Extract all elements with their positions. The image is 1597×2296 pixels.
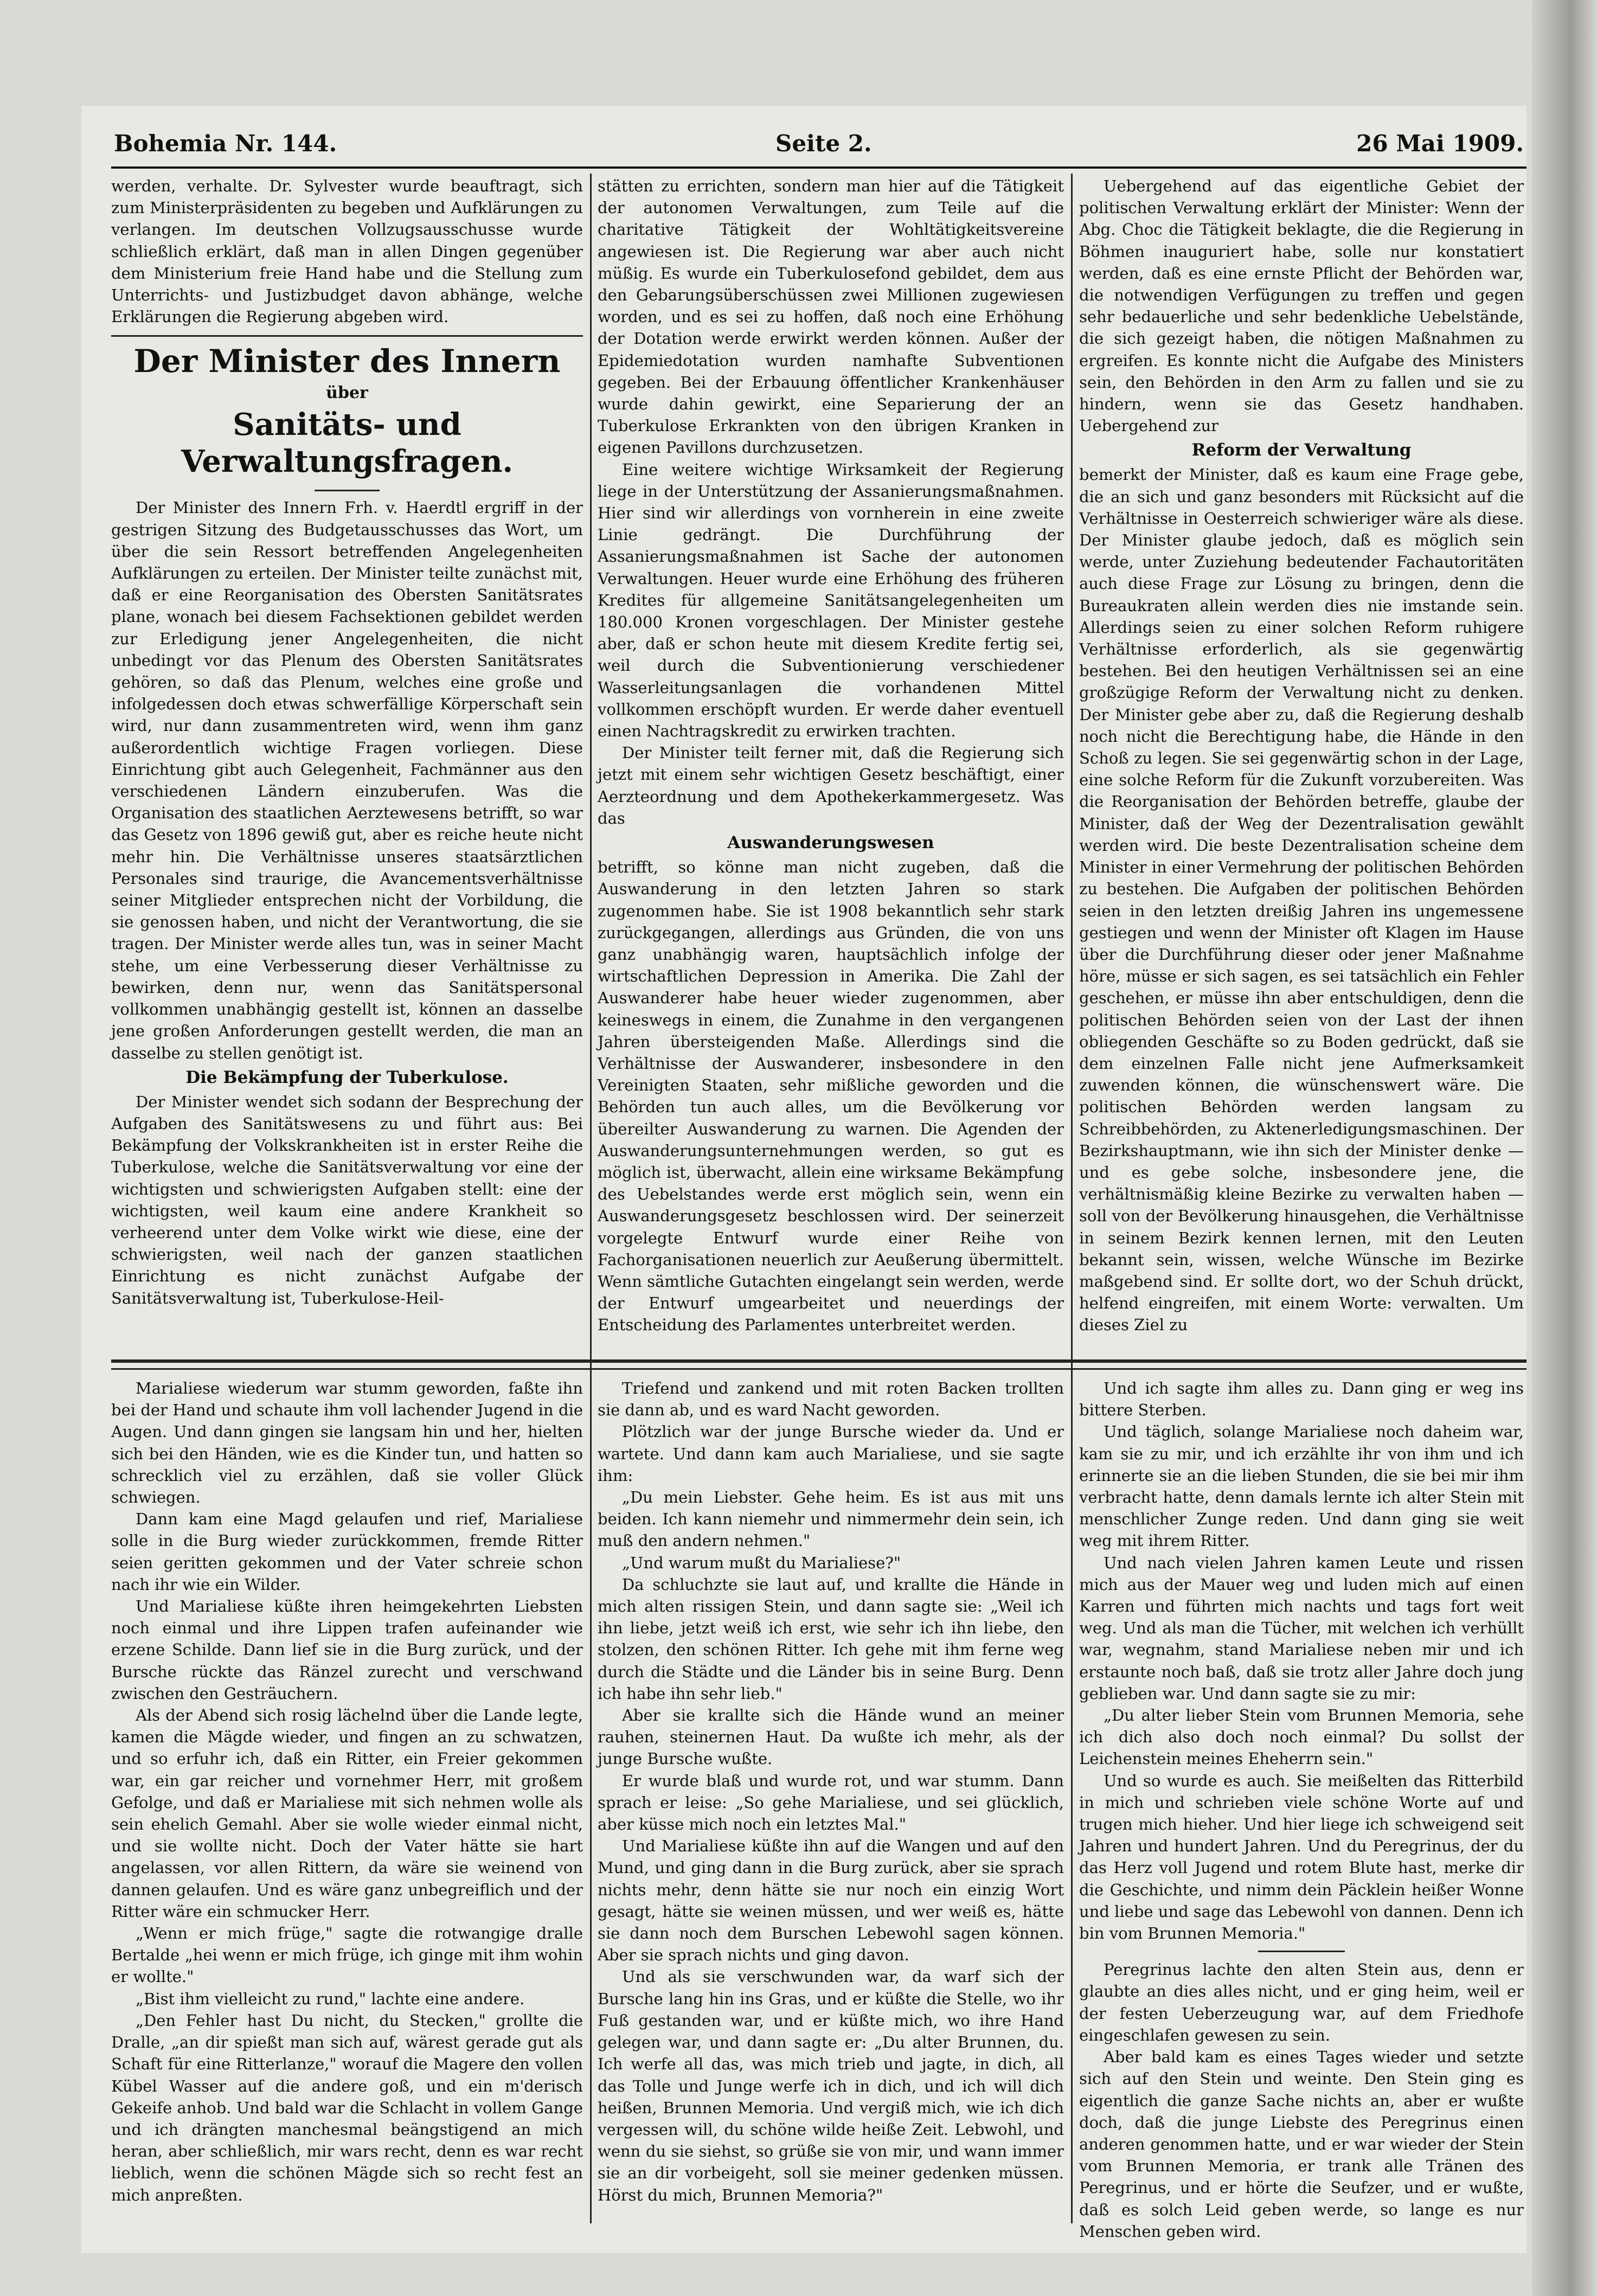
paragraph: Und als sie verschwunden war, da warf sich der Bursche lang hin ins Gras, und er küßte die Stelle, wo ihr Fuß gestanden war, und er küßte mich, wo ihre Hand gelegen war, und dann sagte er: „Du alter Brunnen, du. Ich werfe all das, was mich trieb und jagte, in dich, all das Tolle und Junge werfe ich in dich, und ich will dich heißen, Brunnen Memoria. Und vergiß mich, wie ich dich vergessen will, du schöne wilde heiße Zeit. Lebwohl, und wenn du sie siehst, so grüße sie von mir, und wann immer sie an dir vorbeigeht, soll sie meiner gedenken müssen. Hörst du mich, Brunnen Memoria?": [598, 1967, 1064, 2204]
paragraph: „Du alter lieber Stein vom Brunnen Memoria, sehe ich dich also doch noch einmal? Du sollst der Leichenstein meines Eheherrn sein.": [1079, 1706, 1524, 1768]
article-headline: Der Minister des Innern: [133, 343, 561, 380]
paragraph: bemerkt der Minister, daß es kaum eine Frage gebe, die an sich und ganz besonders mit Rücksicht auf die Verhältnisse in Oesterreich schwieriger wäre als diese. Der Minister glaube jedoch, daß es möglich sein werde, unter Zuziehung bedeutender Fachautoritäten auch diese Frage zur Lösung zu bringen, denn die Bureaukraten allein werden dies nie imstande sein. Allerdings seien zu einer solchen Reform ruhigere Verhältnisse erforderlich, als sie gegenwärtig bestehen. Bei den heutigen Verhältnissen sei an eine großzügige Reform der Verwaltung nicht zu denken. Der Minister gebe aber zu, daß die Regierung deshalb noch nicht die Berechtigung habe, die Hände in den Schoß zu legen. Sie sei gegenwärtig schon in der Lage, eine solche Reform für die Zukunft vorzubereiten. Was die Reorganisation der Behörden betreffe, glaube der Minister, daß der Weg der Dezentralisation gewählt werden wird. Die beste Dezentralisation scheine dem Minister in einer Vermehrung der politischen Behörden zu bestehen. Die Aufgaben der politischen Behörden seien in den letzten dreißig Jahren ins ungemessene gestiegen und wenn der Minister oft Klagen im Hause über die Durchführung dieser oder jener Maßnahme höre, müsse er sich sagen, es sei tatsächlich ein Fehler geschehen, er müsse ihn aber entschuldigen, denn die politischen Behörden seien von der Last der ihnen obliegenden Geschäfte so zu Boden gedrückt, daß sie dem einzelnen Falle nicht jene Aufmerksamkeit zuwenden können, die wünschenswert wäre. Die politischen Behörden werden langsam zu Schreibbehörden, zu Aktenerledigungsmaschinen. Der Bezirkshauptmann, wie ihn sich der Minister denke — und es gebe solche, insbesondere jene, die verhältnismäßig kleine Bezirke zu verwalten haben — soll von der Bevölkerung hinausgehen, die Verhältnisse in seinem Bezirk kennen lernen, mit den Leuten bekannt sein, wissen, welche Wünsche im Bezirke maßgebend sind. Er sollte dort, wo der Schuh drückt, helfend eingreifen, mit einem Worte: verwalten. Um dieses Ziel zu: [1079, 465, 1524, 1335]
section-subheading: Reform der Verwaltung: [1191, 440, 1412, 460]
paragraph: Als der Abend sich rosig lächelnd über die Lande legte, kamen die Mägde wieder, und fingen an zu schwatzen, und so erfuhr ich, daß ein Ritter, ein Freier gekommen war, ein gar reicher und vornehmer Herr, mit großem Gefolge, und daß er Marialiese mit sich nehmen wolle als sein ehelich Gemahl. Aber sie wolle wieder einmal nicht, und sie wollte nicht. Doch der Vater hätte sie hart angelassen, vor allen Rittern, da wäre sie weinend von dannen gelaufen. Und es wäre ganz unbegreiflich und der Ritter wäre ein schmucker Herr.: [111, 1706, 583, 1921]
scene-break-rule: [1258, 1951, 1345, 1952]
article-headline-connector: über: [326, 383, 368, 403]
paragraph: Eine weitere wichtige Wirksamkeit der Regierung liege in der Unterstützung der Assanierungsmaßnahmen. Hier sind wir allerdings von vornherein in eine zweite Linie gedrängt. Die Durchführung der Assanierungsmaßnahmen ist Sache der autonomen Verwaltungen. Heuer wurde eine Erhöhung des früheren Kredites für allgemeine Sanitätsangelegenheiten um 180.000 Kronen vorgeschlagen. Der Minister gestehe aber, daß er schon heute mit diesem Kredite fertig sei, weil durch die Subventionierung verschiedener Wasserleitungsanlagen die vorhandenen Mittel vollkommen erschöpft wurden. Er werde daher eventuell einen Nachtragskredit zu erwirken trachten.: [598, 460, 1064, 741]
paragraph: „Du mein Liebster. Gehe heim. Es ist aus mit uns beiden. Ich kann niemehr und nimmermehr dein sein, ich muß den andern nehmen.": [598, 1488, 1064, 1550]
header-rule: [111, 166, 1527, 169]
section-subheading: Auswanderungswesen: [727, 833, 934, 853]
paragraph: Aber bald kam es eines Tages wieder und setzte sich auf den Stein und weinte. Den Stein ging es eigentlich die ganze Sache nichts an, aber er wußte doch, daß die junge Liebste des Peregrinus einen anderen genommen hatte, und er war wieder der Stein vom Brunnen Memoria, er trank alle Tränen des Peregrinus, und er hörte die Seufzer, und er wußte, daß es solch Leid geben werde, so lange es nur Menschen geben wird.: [1079, 2048, 1524, 2241]
scan-edge: [1532, 0, 1597, 2296]
paragraph: „Und warum mußt du Marialiese?": [622, 1553, 901, 1572]
paragraph: „Wenn er mich früge," sagte die rotwangige dralle Bertalde „hei wenn er mich früge, ich ginge mit ihm wohin er wollte.": [111, 1924, 583, 1986]
newspaper-page: [81, 106, 1527, 2253]
feuilleton-divider: [111, 1359, 1527, 1370]
paragraph: „Bist ihm vielleicht zu rund," lachte eine andere.: [136, 1989, 525, 2008]
feuilleton-column-1: [111, 1377, 583, 2223]
issue-date: 26 Mai 1909.: [1356, 130, 1524, 157]
page-header: [81, 125, 1527, 163]
paragraph: Der Minister teilt ferner mit, daß die Regierung sich jetzt mit einem sehr wichtigen Gesetz beschäftigt, einer Aerzteordnung und dem Apothekerkammergesetz. Was das: [598, 743, 1064, 828]
paragraph: stätten zu errichten, sondern man hier auf die Tätigkeit der autonomen Verwaltungen, zum Teile auf die charitative Tätigkeit der Wohltätigkeitsvereine angewiesen ist. Die Regierung war aber auch nicht müßig. Es wurde ein Tuberkulosefond gebildet, dem aus den Gebarungsüberschüssen zwei Millionen zugewiesen worden, und es sei zu hoffen, daß noch eine Erhöhung der Dotation werde erwirkt werden können. Außer der Epidemiedotation wurden namhafte Subventionen gegeben. Bei der Erbauung öffentlicher Krankenhäuser wurde dahin gewirkt, eine Separierung der an Tuberkulose Erkrankten von den übrigen Kranken in eigenen Pavillons durchzusetzen.: [598, 177, 1064, 457]
headline-rule: [315, 490, 380, 491]
paragraph: Der Minister des Innern Frh. v. Haerdtl ergriff in der gestrigen Sitzung des Budgetausschusses das Wort, um über die sein Ressort betreffenden Angelegenheiten Aufklärungen zu erteilen. Der Minister teilte zunächst mit, daß er eine Reorganisation des Obersten Sanitätsrates plane, wonach bei diesem Fachsektionen gebildet werden zur Erledigung jener Angelegenheiten, die nicht unbedingt vor das Plenum des Obersten Sanitätsrates gehören, so daß das Plenum, welches eine große und infolgedessen doch etwas schwerfällige Körperschaft sein wird, nur dann zusammentreten wird, wenn ihm ganz außerordentlich wichtige Fragen vorliegen. Diese Einrichtung gibt auch Gelegenheit, Fachmänner aus den verschiedenen Ländern einzuberufen. Was die Organisation des staatlichen Aerztewesens betrifft, so war das Gesetz von 1896 gewiß gut, aber es reiche heute nicht mehr hin. Die Verhältnisse unseres staatsärztlichen Personales sind traurige, die Avancementsverhältnisse seiner Mitglieder entsprechen nicht der Vorbildung, die sie genossen haben, und nicht der Verantwortung, die sie tragen. Der Minister werde alles tun, was in seiner Macht stehe, um eine Verbesserung dieser Verhältnisse zu bewirken, denn nur, wenn das Sanitätspersonal vollkommen unabhängig gestellt ist, können an dasselbe jene großen Anforderungen gestellt werden, die man an dasselbe zu stellen genötigt ist.: [111, 498, 583, 1062]
article-column-2: [598, 175, 1064, 1450]
paragraph: Da schluchzte sie laut auf, und krallte die Hände in mich alten rissigen Stein, und dann sagte sie: „Weil ich ihn liebe, jetzt weiß ich erst, wie sehr ich ihn liebe, den stolzen, den schönen Ritter. Ich gehe mit ihm ferne weg durch die Städte und die Länder bis in seine Burg. Denn ich habe ihn sehr lieb.": [598, 1575, 1064, 1703]
column-divider: [1071, 1372, 1073, 2223]
masthead-issue: Bohemia Nr. 144.: [114, 130, 337, 157]
page-number: Seite 2.: [775, 130, 872, 157]
article-column-3: [1079, 175, 1524, 1450]
paragraph: Triefend und zankend und mit roten Backen trollten sie dann ab, und es ward Nacht geworden.: [598, 1379, 1064, 1420]
paragraph: Aber sie krallte sich die Hände wund an meiner rauhen, steinernen Haut. Da wußte ich mehr, als der junge Bursche wußte.: [598, 1706, 1064, 1768]
column-divider: [590, 1372, 592, 2223]
feuilleton-column-2: [598, 1377, 1064, 2223]
section-divider: [111, 335, 583, 337]
paragraph: „Den Fehler hast Du nicht, du Stecken," grollte die Dralle, „an dir spießt man sich auf, wärest gerade gut als Schaft für eine Ritterlanze," worauf die Magere den vollen Kübel Wasser auf die andere goß, und ein m'derisch Gekeife anhob. Und bald war die Schlacht in vollem Gange und ich drängten manchesmal beängstigend an mich heran, aber schließlich, mir wars recht, denn es war recht lieblich, wenn die schönen Mägde sich so recht fest an mich anpreßten.: [111, 2011, 583, 2204]
paragraph: Und täglich, solange Marialiese noch daheim war, kam sie zu mir, und ich erzählte ihr von ihm und ich erinnerte sie an die lieben Stunden, die sie bei mir ihm verbracht hatte, denn damals lernte ich alter Stein mit menschlicher Zunge reden. Und dann ging sie weit weg mit ihrem Ritter.: [1079, 1422, 1524, 1550]
paragraph: Der Minister wendet sich sodann der Besprechung der Aufgaben des Sanitätswesens zu und führt aus: Bei Bekämpfung der Volkskrankheiten ist in erster Reihe die Tuberkulose, welche die Sanitätsverwaltung vor eine der wichtigsten und schwierigsten Aufgaben stellt: eine der wichtigsten, weil kaum eine andere Krankheit so verheerend unter dem Volke wirkt wie diese, eine der schwierigsten, weil nach der ganzen staatlichen Einrichtung es nicht zunächst Aufgabe der Sanitätsverwaltung ist, Tuberkulose-Heil-: [111, 1092, 583, 1307]
paragraph: Und Marialiese küßte ihren heimgekehrten Liebsten noch einmal und ihre Lippen trafen aufeinander wie erzene Schilde. Dann lief sie in die Burg zurück, und der Bursche rückte das Ränzel zurecht und verschwand zwischen den Gesträuchern.: [111, 1597, 583, 1703]
paragraph: Dann kam eine Magd gelaufen und rief, Marialiese solle in die Burg wieder zurückkommen, fremde Ritter seien geritten gekommen und der Vater schreie schon nach ihr wie ein Wilder.: [111, 1510, 583, 1594]
paragraph: Und ich sagte ihm alles zu. Dann ging er weg ins bittere Sterben.: [1079, 1379, 1524, 1420]
paragraph: Marialiese wiederum war stumm geworden, faßte ihn bei der Hand und schaute ihm voll lachender Jugend in die Augen. Und dann gingen sie langsam hin und her, hielten sich bei den Händen, wie es die Kinder tun, und hatten so schrecklich viel zu erzählen, daß sie voller Glück schwiegen.: [111, 1379, 583, 1507]
paragraph: Peregrinus lachte den alten Stein aus, denn er glaubte an dies alles nicht, und er ging heim, weil er der festen Ueberzeugung war, auf dem Friedhofe eingeschlafen gewesen zu sein.: [1079, 1960, 1524, 2044]
paragraph: Und so wurde es auch. Sie meißelten das Ritterbild in mich und schrieben viele schöne Worte auf und trugen mich hieher. Und hier liege ich schweigend seit Jahren und hundert Jahren. Und du Peregrinus, der du das Herz voll Jugend und rotem Blute hast, merke dir die Geschichte, und nimm dein Päcklein heißer Wonne und liebe und sage das Lebewohl von dannen. Denn ich bin vom Brunnen Memoria.": [1079, 1771, 1524, 1943]
paragraph: Und nach vielen Jahren kamen Leute und rissen mich aus der Mauer weg und luden mich auf einen Karren und führten mich nachts und tags fort weit weg. Und als man die Tücher, mit welchen ich verhüllt war, wegnahm, stand Marialiese neben mir und ich erstaunte noch baß, daß sie trotz aller Jahre doch jung geblieben war. Und dann sagte sie zu mir:: [1079, 1553, 1524, 1703]
paragraph: Plötzlich war der junge Bursche wieder da. Und er wartete. Und dann kam auch Marialiese, und sie sagte ihm:: [598, 1422, 1064, 1485]
paragraph: werden, verhalte. Dr. Sylvester wurde beauftragt, sich zum Ministerpräsidenten zu begeben und Aufklärungen zu verlangen. Im deutschen Vollzugsausschusse wurde schließlich erklärt, daß man in allen Dingen gegenüber dem Ministerium freie Hand habe und die Stellung zum Unterrichts- und Justizbudget davon abhänge, welche Erklärungen die Regierung abgeben wird.: [111, 177, 583, 326]
article-headline-sub: Sanitäts- und Verwaltungsfragen.: [181, 407, 514, 480]
paragraph: Und Marialiese küßte ihn auf die Wangen und auf den Mund, und ging dann in die Burg zurück, aber sie sprach nichts mehr, denn hätte sie nur noch ein einzig Wort gesagt, hätte sie weinen müssen, und wer weiß es, hätte sie dann noch dem Burschen Lebewohl sagen können. Aber sie sprach nichts und ging davon.: [598, 1837, 1064, 1965]
paragraph: betrifft, so könne man nicht zugeben, daß die Auswanderung in den letzten Jahren so stark zugenommen habe. Sie ist 1908 bekanntlich sehr stark zurückgegangen, allerdings aus Gründen, die von uns ganz unabhängig waren, hauptsächlich infolge der wirtschaftlichen Depression in Amerika. Die Zahl der Auswanderer habe heuer wieder zugenommen, aber keineswegs in einem, die Zunahme in den vergangenen Jahren übersteigenden Maße. Allerdings sind die Verhältnisse der Auswanderer, insbesondere in den Vereinigten Staaten, sehr mißliche geworden und die Behörden tun auch alles, um die Bevölkerung vor übereilter Auswanderung zu warnen. Die Agenden der Auswanderungsunternehmungen werden, so gut es möglich ist, überwacht, allein eine wirksame Bekämpfung des Uebelstandes werde erst möglich sein, wenn ein Auswanderungsgesetz beschlossen wird. Der seinerzeit vorgelegte Entwurf wurde einer Reihe von Fachorganisationen neuerlich zur Aeußerung übermittelt. Wenn sämtliche Gutachten eingelangt sein werden, werde der Entwurf umgearbeitet und neuerdings der Entscheidung des Parlamentes unterbreitet werden.: [598, 858, 1064, 1335]
column-divider: [590, 174, 592, 1448]
paragraph: Er wurde blaß und wurde rot, und war stumm. Dann sprach er leise: „So gehe Marialiese, und sei glücklich, aber küsse mich noch ein letztes Mal.": [598, 1771, 1064, 1834]
column-divider: [1071, 174, 1073, 1448]
article-column-1: [111, 175, 583, 1450]
feuilleton-column-3: [1079, 1377, 1524, 2241]
section-subheading: Die Bekämpfung der Tuberkulose.: [185, 1067, 509, 1087]
paragraph: Uebergehend auf das eigentliche Gebiet der politischen Verwaltung erklärt der Minister: Wenn der Abg. Choc die Tätigkeit beklagte, die die Regierung in Böhmen inauguriert habe, solle nur konstatiert werden, daß es eine ernste Pflicht der Behörden war, die notwendigen Verfügungen zu treffen und gegen sehr bedauerliche und sehr bedenkliche Uebelstände, die sich gezeigt haben, die nötigen Maßnahmen zu ergreifen. Es konnte nicht die Aufgabe des Ministers sein, den Behörden in den Arm zu fallen und sie zu hindern, wenn sie das Gesetz handhaben. Uebergehend zur: [1079, 177, 1524, 435]
